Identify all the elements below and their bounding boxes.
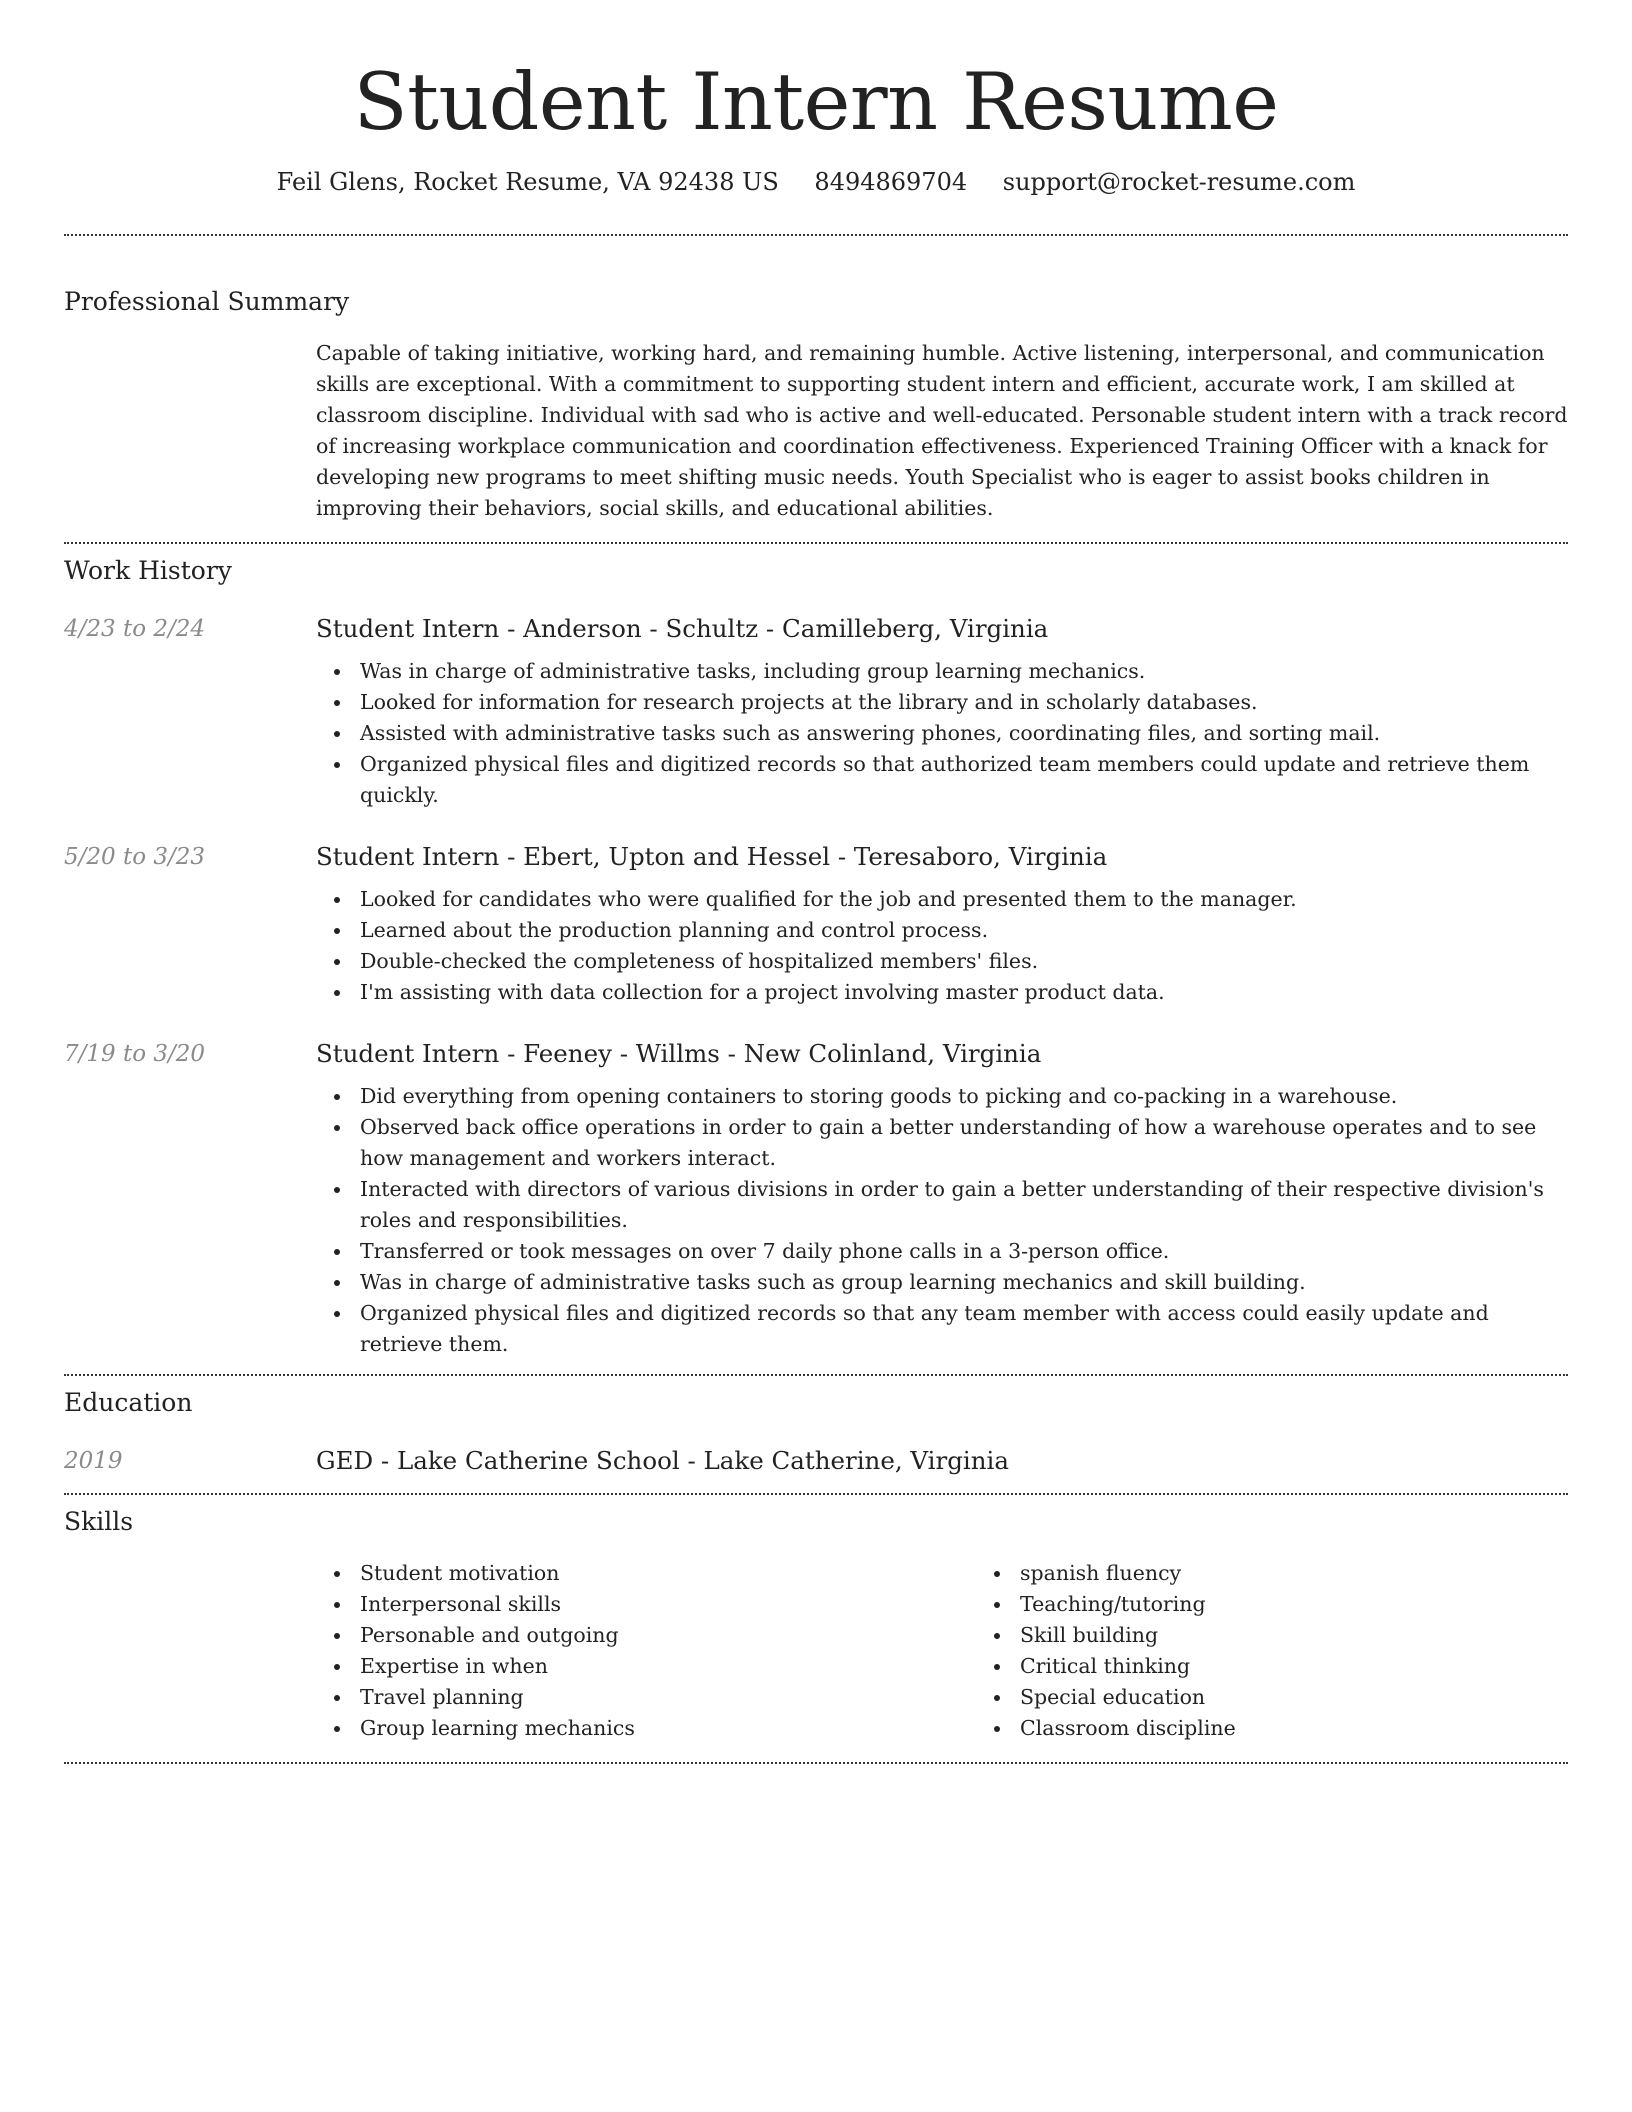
education-entry xyxy=(64,1443,1568,1479)
skills-column-left xyxy=(316,1558,976,1744)
job-heading: Student Intern - Ebert, Upton and Hessel - Teresaboro, Virginia xyxy=(316,842,1108,871)
job-duty: Observed back office operations in order to gain a better understanding of how a warehouse operates and to see how management and workers interact. xyxy=(360,1112,1568,1174)
skills-column-right xyxy=(976,1558,1632,1744)
skill-item: spanish fluency xyxy=(1020,1558,1632,1589)
job-entry xyxy=(64,611,1568,811)
job-duty: Looked for candidates who were qualified for the job and presented them to the manager. xyxy=(360,884,1568,915)
skills-section xyxy=(64,1504,1568,1744)
job-dates: 4/23 to 2/24 xyxy=(64,616,206,642)
summary-text: Capable of taking initiative, working hard, and remaining humble. Active listening, interpersonal, and communication skills are exceptional. With a commitment to supporting student intern and efficient, accurate work, I am skilled at classroom discipline. Individual with sad who is active and well-educated. Personable student intern with a track record of increasing workplace communication and coordination effectiveness. Experienced Training Officer with a knack for developing new programs to meet shifting music needs. Youth Specialist who is eager to assist books children in improving their behaviors, social skills, and educational abilities. xyxy=(316,341,1568,520)
contact-phone: 8494869704 xyxy=(814,168,968,196)
job-duty: Double-checked the completeness of hospitalized members' files. xyxy=(360,946,1568,977)
section-divider xyxy=(64,234,1568,236)
job-duty: Interacted with directors of various divisions in order to gain a better understanding of their respective division's roles and responsibilities. xyxy=(360,1174,1568,1236)
contact-address: Feil Glens, Rocket Resume, VA 92438 US xyxy=(276,168,779,196)
job-duty: Was in charge of administrative tasks, including group learning mechanics. xyxy=(360,656,1568,687)
job-duty: Transferred or took messages on over 7 daily phone calls in a 3-person office. xyxy=(360,1236,1568,1267)
skills-list xyxy=(316,1558,1568,1744)
education-section xyxy=(64,1385,1568,1479)
section-divider xyxy=(64,1374,1568,1376)
skill-item: Skill building xyxy=(1020,1620,1632,1651)
summary-title: Professional Summary xyxy=(64,287,350,316)
skill-item: Expertise in when xyxy=(360,1651,976,1682)
section-divider xyxy=(64,542,1568,544)
work-history-title: Work History xyxy=(64,556,232,585)
job-dates: 5/20 to 3/23 xyxy=(64,844,206,870)
contact-email: support@rocket-resume.com xyxy=(1002,168,1356,196)
section-divider xyxy=(64,1762,1568,1764)
job-heading: Student Intern - Anderson - Schultz - Camilleberg, Virginia xyxy=(316,614,1049,643)
skill-item: Personable and outgoing xyxy=(360,1620,976,1651)
education-title: Education xyxy=(64,1388,193,1417)
job-duty: Was in charge of administrative tasks such as group learning mechanics and skill building. xyxy=(360,1267,1568,1298)
job-duty: Organized physical files and digitized records so that authorized team members could update and retrieve them quickly. xyxy=(360,749,1568,811)
resume-page xyxy=(64,0,1568,1764)
skill-item: Special education xyxy=(1020,1682,1632,1713)
skill-item: Teaching/tutoring xyxy=(1020,1589,1632,1620)
education-year: 2019 xyxy=(64,1448,123,1474)
work-history-section xyxy=(64,553,1568,1360)
contact-line xyxy=(64,164,1568,200)
skills-title: Skills xyxy=(64,1507,134,1536)
job-duty: Looked for information for research projects at the library and in scholarly databases. xyxy=(360,687,1568,718)
job-dates: 7/19 to 3/20 xyxy=(64,1041,206,1067)
resume-title: Student Intern Resume xyxy=(353,56,1279,148)
education-heading: GED - Lake Catherine School - Lake Catherine, Virginia xyxy=(316,1446,1009,1475)
skill-item: Student motivation xyxy=(360,1558,976,1589)
job-entry xyxy=(64,1036,1568,1360)
job-duty: Assisted with administrative tasks such as answering phones, coordinating files, and sorting mail. xyxy=(360,718,1568,749)
job-duties xyxy=(316,656,1568,811)
job-duty: Learned about the production planning and control process. xyxy=(360,915,1568,946)
skill-item: Interpersonal skills xyxy=(360,1589,976,1620)
job-entry xyxy=(64,839,1568,1008)
summary-section xyxy=(64,284,1568,524)
job-duty: Organized physical files and digitized records so that any team member with access could easily update and retrieve them. xyxy=(360,1298,1568,1360)
job-heading: Student Intern - Feeney - Willms - New Colinland, Virginia xyxy=(316,1039,1042,1068)
job-duties xyxy=(316,1081,1568,1360)
job-duty: I'm assisting with data collection for a project involving master product data. xyxy=(360,977,1568,1008)
skill-item: Travel planning xyxy=(360,1682,976,1713)
skill-item: Group learning mechanics xyxy=(360,1713,976,1744)
skill-item: Critical thinking xyxy=(1020,1651,1632,1682)
job-duty: Did everything from opening containers to storing goods to picking and co-packing in a warehouse. xyxy=(360,1081,1568,1112)
job-duties xyxy=(316,884,1568,1008)
section-divider xyxy=(64,1493,1568,1495)
skill-item: Classroom discipline xyxy=(1020,1713,1632,1744)
